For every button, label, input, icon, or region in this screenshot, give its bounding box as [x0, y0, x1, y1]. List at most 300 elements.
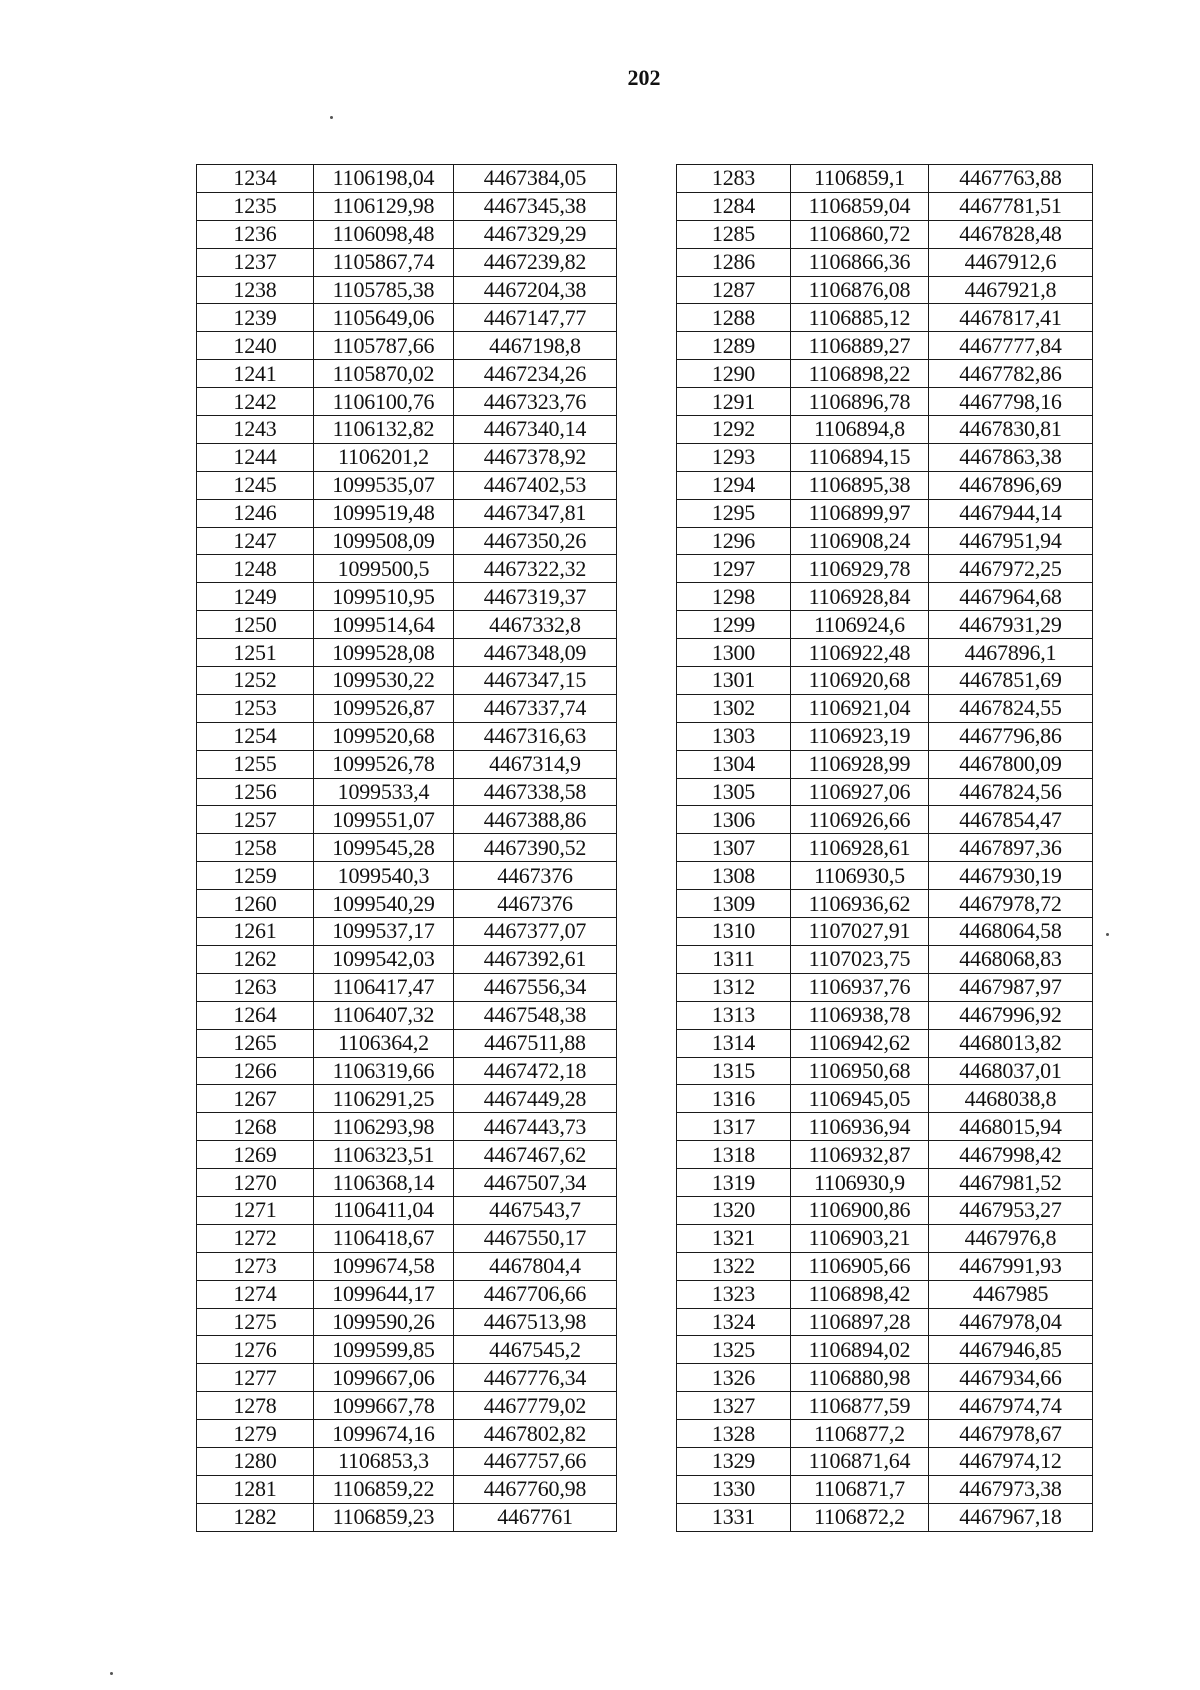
- row-number-cell: 1255: [197, 750, 314, 778]
- row-number-cell: 1300: [677, 639, 791, 667]
- row-number-cell: 1258: [197, 834, 314, 862]
- table-row: [197, 388, 617, 416]
- row-number-cell: 1323: [677, 1280, 791, 1308]
- table-row: [677, 1364, 1093, 1392]
- row-number-cell: 1295: [677, 499, 791, 527]
- value-cell-a: 1106871,64: [791, 1447, 929, 1475]
- value-cell-b: 4467978,72: [929, 890, 1093, 918]
- value-cell-a: 1106924,6: [791, 611, 929, 639]
- value-cell-a: 1106866,36: [791, 248, 929, 276]
- value-cell-b: 4467760,98: [454, 1475, 617, 1503]
- row-number-cell: 1270: [197, 1169, 314, 1197]
- value-cell-a: 1099667,78: [314, 1392, 454, 1420]
- row-number-cell: 1260: [197, 890, 314, 918]
- value-cell-b: 4467390,52: [454, 834, 617, 862]
- row-number-cell: 1293: [677, 443, 791, 471]
- value-cell-b: 4467782,86: [929, 360, 1093, 388]
- value-cell-b: 4467472,18: [454, 1057, 617, 1085]
- value-cell-a: 1106411,04: [314, 1196, 454, 1224]
- table-row: [677, 388, 1093, 416]
- table-row: [197, 443, 617, 471]
- value-cell-a: 1106859,22: [314, 1475, 454, 1503]
- value-cell-a: 1106407,32: [314, 1001, 454, 1029]
- row-number-cell: 1236: [197, 220, 314, 248]
- table-row: [677, 1475, 1093, 1503]
- table-row: [197, 1224, 617, 1252]
- table-row: [197, 1085, 617, 1113]
- value-cell-a: 1106894,8: [791, 416, 929, 444]
- value-cell-a: 1099526,87: [314, 694, 454, 722]
- value-cell-a: 1106923,19: [791, 722, 929, 750]
- value-cell-b: 4467931,29: [929, 611, 1093, 639]
- value-cell-b: 4467378,92: [454, 443, 617, 471]
- row-number-cell: 1284: [677, 192, 791, 220]
- table-row: [197, 1057, 617, 1085]
- value-cell-b: 4467507,34: [454, 1169, 617, 1197]
- value-cell-a: 1106928,61: [791, 834, 929, 862]
- row-number-cell: 1330: [677, 1475, 791, 1503]
- value-cell-b: 4467991,93: [929, 1252, 1093, 1280]
- value-cell-a: 1099540,3: [314, 862, 454, 890]
- value-cell-a: 1106364,2: [314, 1029, 454, 1057]
- row-number-cell: 1299: [677, 611, 791, 639]
- value-cell-b: 4467545,2: [454, 1336, 617, 1364]
- value-cell-b: 4467345,38: [454, 192, 617, 220]
- scan-speck: [1106, 933, 1109, 936]
- value-cell-b: 4467896,69: [929, 471, 1093, 499]
- value-cell-a: 1099667,06: [314, 1364, 454, 1392]
- value-cell-b: 4467953,27: [929, 1196, 1093, 1224]
- row-number-cell: 1306: [677, 806, 791, 834]
- value-cell-b: 4467761: [454, 1503, 617, 1531]
- value-cell-a: 1106319,66: [314, 1057, 454, 1085]
- value-cell-b: 4467996,92: [929, 1001, 1093, 1029]
- value-cell-b: 4467912,6: [929, 248, 1093, 276]
- value-cell-b: 4467828,48: [929, 220, 1093, 248]
- value-cell-b: 4467384,05: [454, 165, 617, 193]
- value-cell-a: 1106098,48: [314, 220, 454, 248]
- value-cell-a: 1106945,05: [791, 1085, 929, 1113]
- table-row: [677, 1057, 1093, 1085]
- value-cell-a: 1099674,16: [314, 1420, 454, 1448]
- table-row: [677, 1336, 1093, 1364]
- row-number-cell: 1297: [677, 555, 791, 583]
- row-number-cell: 1240: [197, 332, 314, 360]
- row-number-cell: 1235: [197, 192, 314, 220]
- value-cell-a: 1099542,03: [314, 945, 454, 973]
- table-row: [677, 583, 1093, 611]
- table-row: [197, 806, 617, 834]
- row-number-cell: 1302: [677, 694, 791, 722]
- table-row: [677, 1141, 1093, 1169]
- value-cell-b: 4467973,38: [929, 1475, 1093, 1503]
- row-number-cell: 1239: [197, 304, 314, 332]
- table-row: [197, 1308, 617, 1336]
- value-cell-b: 4467779,02: [454, 1392, 617, 1420]
- table-row: [197, 862, 617, 890]
- value-cell-b: 4467978,67: [929, 1420, 1093, 1448]
- value-cell-a: 1099535,07: [314, 471, 454, 499]
- row-number-cell: 1248: [197, 555, 314, 583]
- value-cell-b: 4467319,37: [454, 583, 617, 611]
- row-number-cell: 1278: [197, 1392, 314, 1420]
- table-row: [677, 304, 1093, 332]
- value-cell-b: 4467329,29: [454, 220, 617, 248]
- value-cell-b: 4467757,66: [454, 1447, 617, 1475]
- table-row: [197, 750, 617, 778]
- value-cell-b: 4467234,26: [454, 360, 617, 388]
- table-row: [197, 1475, 617, 1503]
- value-cell-a: 1099599,85: [314, 1336, 454, 1364]
- value-cell-a: 1106937,76: [791, 973, 929, 1001]
- table-row: [677, 499, 1093, 527]
- row-number-cell: 1308: [677, 862, 791, 890]
- value-cell-b: 4467337,74: [454, 694, 617, 722]
- value-cell-b: 4467548,38: [454, 1001, 617, 1029]
- table-row: [197, 834, 617, 862]
- value-cell-b: 4467323,76: [454, 388, 617, 416]
- row-number-cell: 1238: [197, 276, 314, 304]
- value-cell-a: 1106929,78: [791, 555, 929, 583]
- value-cell-a: 1099500,5: [314, 555, 454, 583]
- value-cell-b: 4467402,53: [454, 471, 617, 499]
- row-number-cell: 1288: [677, 304, 791, 332]
- value-cell-b: 4467449,28: [454, 1085, 617, 1113]
- value-cell-a: 1106930,5: [791, 862, 929, 890]
- table-row: [197, 667, 617, 695]
- value-cell-a: 1099526,78: [314, 750, 454, 778]
- value-cell-a: 1106894,02: [791, 1336, 929, 1364]
- value-cell-a: 1106872,2: [791, 1503, 929, 1531]
- table-body: [197, 165, 617, 1532]
- table-row: [197, 1252, 617, 1280]
- value-cell-a: 1106368,14: [314, 1169, 454, 1197]
- row-number-cell: 1307: [677, 834, 791, 862]
- value-cell-a: 1099674,58: [314, 1252, 454, 1280]
- value-cell-a: 1099508,09: [314, 527, 454, 555]
- value-cell-a: 1099520,68: [314, 722, 454, 750]
- value-cell-a: 1106898,42: [791, 1280, 929, 1308]
- row-number-cell: 1311: [677, 945, 791, 973]
- value-cell-a: 1106899,97: [791, 499, 929, 527]
- row-number-cell: 1313: [677, 1001, 791, 1029]
- table-row: [197, 722, 617, 750]
- value-cell-a: 1099590,26: [314, 1308, 454, 1336]
- table-row: [677, 890, 1093, 918]
- row-number-cell: 1262: [197, 945, 314, 973]
- table-row: [197, 639, 617, 667]
- value-cell-b: 4467978,04: [929, 1308, 1093, 1336]
- table-row: [197, 499, 617, 527]
- value-cell-b: 4468068,83: [929, 945, 1093, 973]
- data-table-right: [676, 164, 1093, 1532]
- value-cell-b: 4467392,61: [454, 945, 617, 973]
- value-cell-a: 1106894,15: [791, 443, 929, 471]
- row-number-cell: 1269: [197, 1141, 314, 1169]
- value-cell-b: 4467376: [454, 890, 617, 918]
- value-cell-b: 4467964,68: [929, 583, 1093, 611]
- value-cell-a: 1105649,06: [314, 304, 454, 332]
- table-row: [197, 192, 617, 220]
- value-cell-a: 1106860,72: [791, 220, 929, 248]
- value-cell-b: 4467239,82: [454, 248, 617, 276]
- row-number-cell: 1245: [197, 471, 314, 499]
- value-cell-b: 4467824,56: [929, 778, 1093, 806]
- value-cell-b: 4467974,74: [929, 1392, 1093, 1420]
- table-row: [677, 1001, 1093, 1029]
- row-number-cell: 1256: [197, 778, 314, 806]
- value-cell-a: 1106938,78: [791, 1001, 929, 1029]
- table-row: [677, 220, 1093, 248]
- value-cell-b: 4467781,51: [929, 192, 1093, 220]
- table-row: [677, 1420, 1093, 1448]
- table-row: [677, 694, 1093, 722]
- value-cell-a: 1099519,48: [314, 499, 454, 527]
- row-number-cell: 1263: [197, 973, 314, 1001]
- table-row: [197, 248, 617, 276]
- table-row: [197, 360, 617, 388]
- value-cell-b: 4467556,34: [454, 973, 617, 1001]
- value-cell-b: 4467896,1: [929, 639, 1093, 667]
- table-row: [677, 1113, 1093, 1141]
- value-cell-b: 4468064,58: [929, 918, 1093, 946]
- row-number-cell: 1320: [677, 1196, 791, 1224]
- table-body: [677, 165, 1093, 1532]
- value-cell-a: 1106871,7: [791, 1475, 929, 1503]
- value-cell-b: 4467817,41: [929, 304, 1093, 332]
- value-cell-b: 4467388,86: [454, 806, 617, 834]
- table-row: [197, 1392, 617, 1420]
- value-cell-a: 1106928,99: [791, 750, 929, 778]
- value-cell-b: 4467376: [454, 862, 617, 890]
- value-cell-a: 1105787,66: [314, 332, 454, 360]
- value-cell-b: 4467332,8: [454, 611, 617, 639]
- table-row: [197, 1447, 617, 1475]
- table-row: [677, 1169, 1093, 1197]
- table-row: [197, 890, 617, 918]
- value-cell-b: 4467998,42: [929, 1141, 1093, 1169]
- value-cell-a: 1099545,28: [314, 834, 454, 862]
- value-cell-a: 1106895,38: [791, 471, 929, 499]
- value-cell-a: 1106323,51: [314, 1141, 454, 1169]
- row-number-cell: 1301: [677, 667, 791, 695]
- table-row: [677, 806, 1093, 834]
- table-row: [197, 778, 617, 806]
- table-row: [677, 722, 1093, 750]
- value-cell-b: 4468013,82: [929, 1029, 1093, 1057]
- value-cell-a: 1106201,2: [314, 443, 454, 471]
- value-cell-a: 1099530,22: [314, 667, 454, 695]
- row-number-cell: 1289: [677, 332, 791, 360]
- row-number-cell: 1312: [677, 973, 791, 1001]
- row-number-cell: 1291: [677, 388, 791, 416]
- row-number-cell: 1241: [197, 360, 314, 388]
- row-number-cell: 1254: [197, 722, 314, 750]
- table-row: [197, 611, 617, 639]
- value-cell-a: 1105870,02: [314, 360, 454, 388]
- value-cell-b: 4467976,8: [929, 1224, 1093, 1252]
- table-row: [677, 360, 1093, 388]
- value-cell-b: 4467706,66: [454, 1280, 617, 1308]
- value-cell-a: 1106936,94: [791, 1113, 929, 1141]
- table-row: [197, 918, 617, 946]
- value-cell-a: 1106889,27: [791, 332, 929, 360]
- table-row: [677, 639, 1093, 667]
- value-cell-b: 4467981,52: [929, 1169, 1093, 1197]
- table-row: [677, 1224, 1093, 1252]
- value-cell-a: 1106897,28: [791, 1308, 929, 1336]
- table-row: [677, 443, 1093, 471]
- table-row: [677, 973, 1093, 1001]
- table-row: [197, 1420, 617, 1448]
- value-cell-a: 1106885,12: [791, 304, 929, 332]
- row-number-cell: 1318: [677, 1141, 791, 1169]
- table-row: [197, 1001, 617, 1029]
- table-row: [197, 945, 617, 973]
- row-number-cell: 1246: [197, 499, 314, 527]
- table-row: [677, 1280, 1093, 1308]
- value-cell-a: 1106898,22: [791, 360, 929, 388]
- row-number-cell: 1294: [677, 471, 791, 499]
- table-row: [677, 471, 1093, 499]
- value-cell-b: 4467348,09: [454, 639, 617, 667]
- value-cell-b: 4467798,16: [929, 388, 1093, 416]
- value-cell-b: 4467322,32: [454, 555, 617, 583]
- page-number: 202: [627, 65, 661, 90]
- table-row: [677, 611, 1093, 639]
- table-row: [677, 945, 1093, 973]
- value-cell-b: 4467800,09: [929, 750, 1093, 778]
- value-cell-b: 4467543,7: [454, 1196, 617, 1224]
- value-cell-a: 1106417,47: [314, 973, 454, 1001]
- value-cell-b: 4467350,26: [454, 527, 617, 555]
- row-number-cell: 1317: [677, 1113, 791, 1141]
- value-cell-a: 1106859,23: [314, 1503, 454, 1531]
- value-cell-b: 4467897,36: [929, 834, 1093, 862]
- value-cell-a: 1106880,98: [791, 1364, 929, 1392]
- row-number-cell: 1328: [677, 1420, 791, 1448]
- value-cell-a: 1106927,06: [791, 778, 929, 806]
- row-number-cell: 1296: [677, 527, 791, 555]
- value-cell-a: 1106876,08: [791, 276, 929, 304]
- scan-speck: [110, 1672, 113, 1675]
- row-number-cell: 1319: [677, 1169, 791, 1197]
- table-row: [677, 1196, 1093, 1224]
- value-cell-a: 1106905,66: [791, 1252, 929, 1280]
- value-cell-b: 4467851,69: [929, 667, 1093, 695]
- table-row: [197, 555, 617, 583]
- row-number-cell: 1234: [197, 165, 314, 193]
- value-cell-b: 4467204,38: [454, 276, 617, 304]
- value-cell-a: 1106908,24: [791, 527, 929, 555]
- table-row: [677, 1308, 1093, 1336]
- value-cell-a: 1099514,64: [314, 611, 454, 639]
- row-number-cell: 1290: [677, 360, 791, 388]
- table-row: [197, 1503, 617, 1531]
- scan-speck: [330, 116, 333, 119]
- row-number-cell: 1261: [197, 918, 314, 946]
- value-cell-b: 4467967,18: [929, 1503, 1093, 1531]
- table-row: [197, 1113, 617, 1141]
- row-number-cell: 1272: [197, 1224, 314, 1252]
- value-cell-b: 4467338,58: [454, 778, 617, 806]
- row-number-cell: 1277: [197, 1364, 314, 1392]
- value-cell-b: 4467934,66: [929, 1364, 1093, 1392]
- value-cell-a: 1106291,25: [314, 1085, 454, 1113]
- table-row: [677, 1085, 1093, 1113]
- table-row: [677, 1392, 1093, 1420]
- table-row: [677, 1503, 1093, 1531]
- value-cell-b: 4467467,62: [454, 1141, 617, 1169]
- table-row: [197, 1029, 617, 1057]
- table-row: [677, 667, 1093, 695]
- table-row: [677, 276, 1093, 304]
- value-cell-a: 1105785,38: [314, 276, 454, 304]
- table-row: [677, 192, 1093, 220]
- value-cell-a: 1099644,17: [314, 1280, 454, 1308]
- table-row: [197, 332, 617, 360]
- value-cell-a: 1106932,87: [791, 1141, 929, 1169]
- value-cell-a: 1106942,62: [791, 1029, 929, 1057]
- table-row: [677, 527, 1093, 555]
- row-number-cell: 1264: [197, 1001, 314, 1029]
- value-cell-a: 1106132,82: [314, 416, 454, 444]
- value-cell-a: 1099537,17: [314, 918, 454, 946]
- value-cell-b: 4467804,4: [454, 1252, 617, 1280]
- table-row: [197, 527, 617, 555]
- table-row: [677, 165, 1093, 193]
- table-row: [677, 248, 1093, 276]
- row-number-cell: 1304: [677, 750, 791, 778]
- table-row: [677, 1252, 1093, 1280]
- value-cell-b: 4467776,34: [454, 1364, 617, 1392]
- value-cell-b: 4467824,55: [929, 694, 1093, 722]
- table-row: [677, 1029, 1093, 1057]
- value-cell-a: 1106950,68: [791, 1057, 929, 1085]
- value-cell-b: 4467854,47: [929, 806, 1093, 834]
- row-number-cell: 1274: [197, 1280, 314, 1308]
- value-cell-b: 4467951,94: [929, 527, 1093, 555]
- table-row: [197, 220, 617, 248]
- table-row: [197, 973, 617, 1001]
- value-cell-b: 4467443,73: [454, 1113, 617, 1141]
- value-cell-b: 4468037,01: [929, 1057, 1093, 1085]
- value-cell-a: 1106293,98: [314, 1113, 454, 1141]
- row-number-cell: 1322: [677, 1252, 791, 1280]
- row-number-cell: 1252: [197, 667, 314, 695]
- row-number-cell: 1273: [197, 1252, 314, 1280]
- value-cell-b: 4467985: [929, 1280, 1093, 1308]
- table-row: [677, 918, 1093, 946]
- value-cell-b: 4467377,07: [454, 918, 617, 946]
- value-cell-a: 1106859,04: [791, 192, 929, 220]
- value-cell-a: 1099540,29: [314, 890, 454, 918]
- value-cell-a: 1106930,9: [791, 1169, 929, 1197]
- value-cell-b: 4467987,97: [929, 973, 1093, 1001]
- table-row: [677, 778, 1093, 806]
- row-number-cell: 1250: [197, 611, 314, 639]
- table-row: [197, 276, 617, 304]
- table-row: [677, 862, 1093, 890]
- row-number-cell: 1292: [677, 416, 791, 444]
- value-cell-b: 4467972,25: [929, 555, 1093, 583]
- value-cell-b: 4467513,98: [454, 1308, 617, 1336]
- value-cell-b: 4467340,14: [454, 416, 617, 444]
- row-number-cell: 1315: [677, 1057, 791, 1085]
- value-cell-a: 1099510,95: [314, 583, 454, 611]
- table-row: [197, 1196, 617, 1224]
- value-cell-b: 4467830,81: [929, 416, 1093, 444]
